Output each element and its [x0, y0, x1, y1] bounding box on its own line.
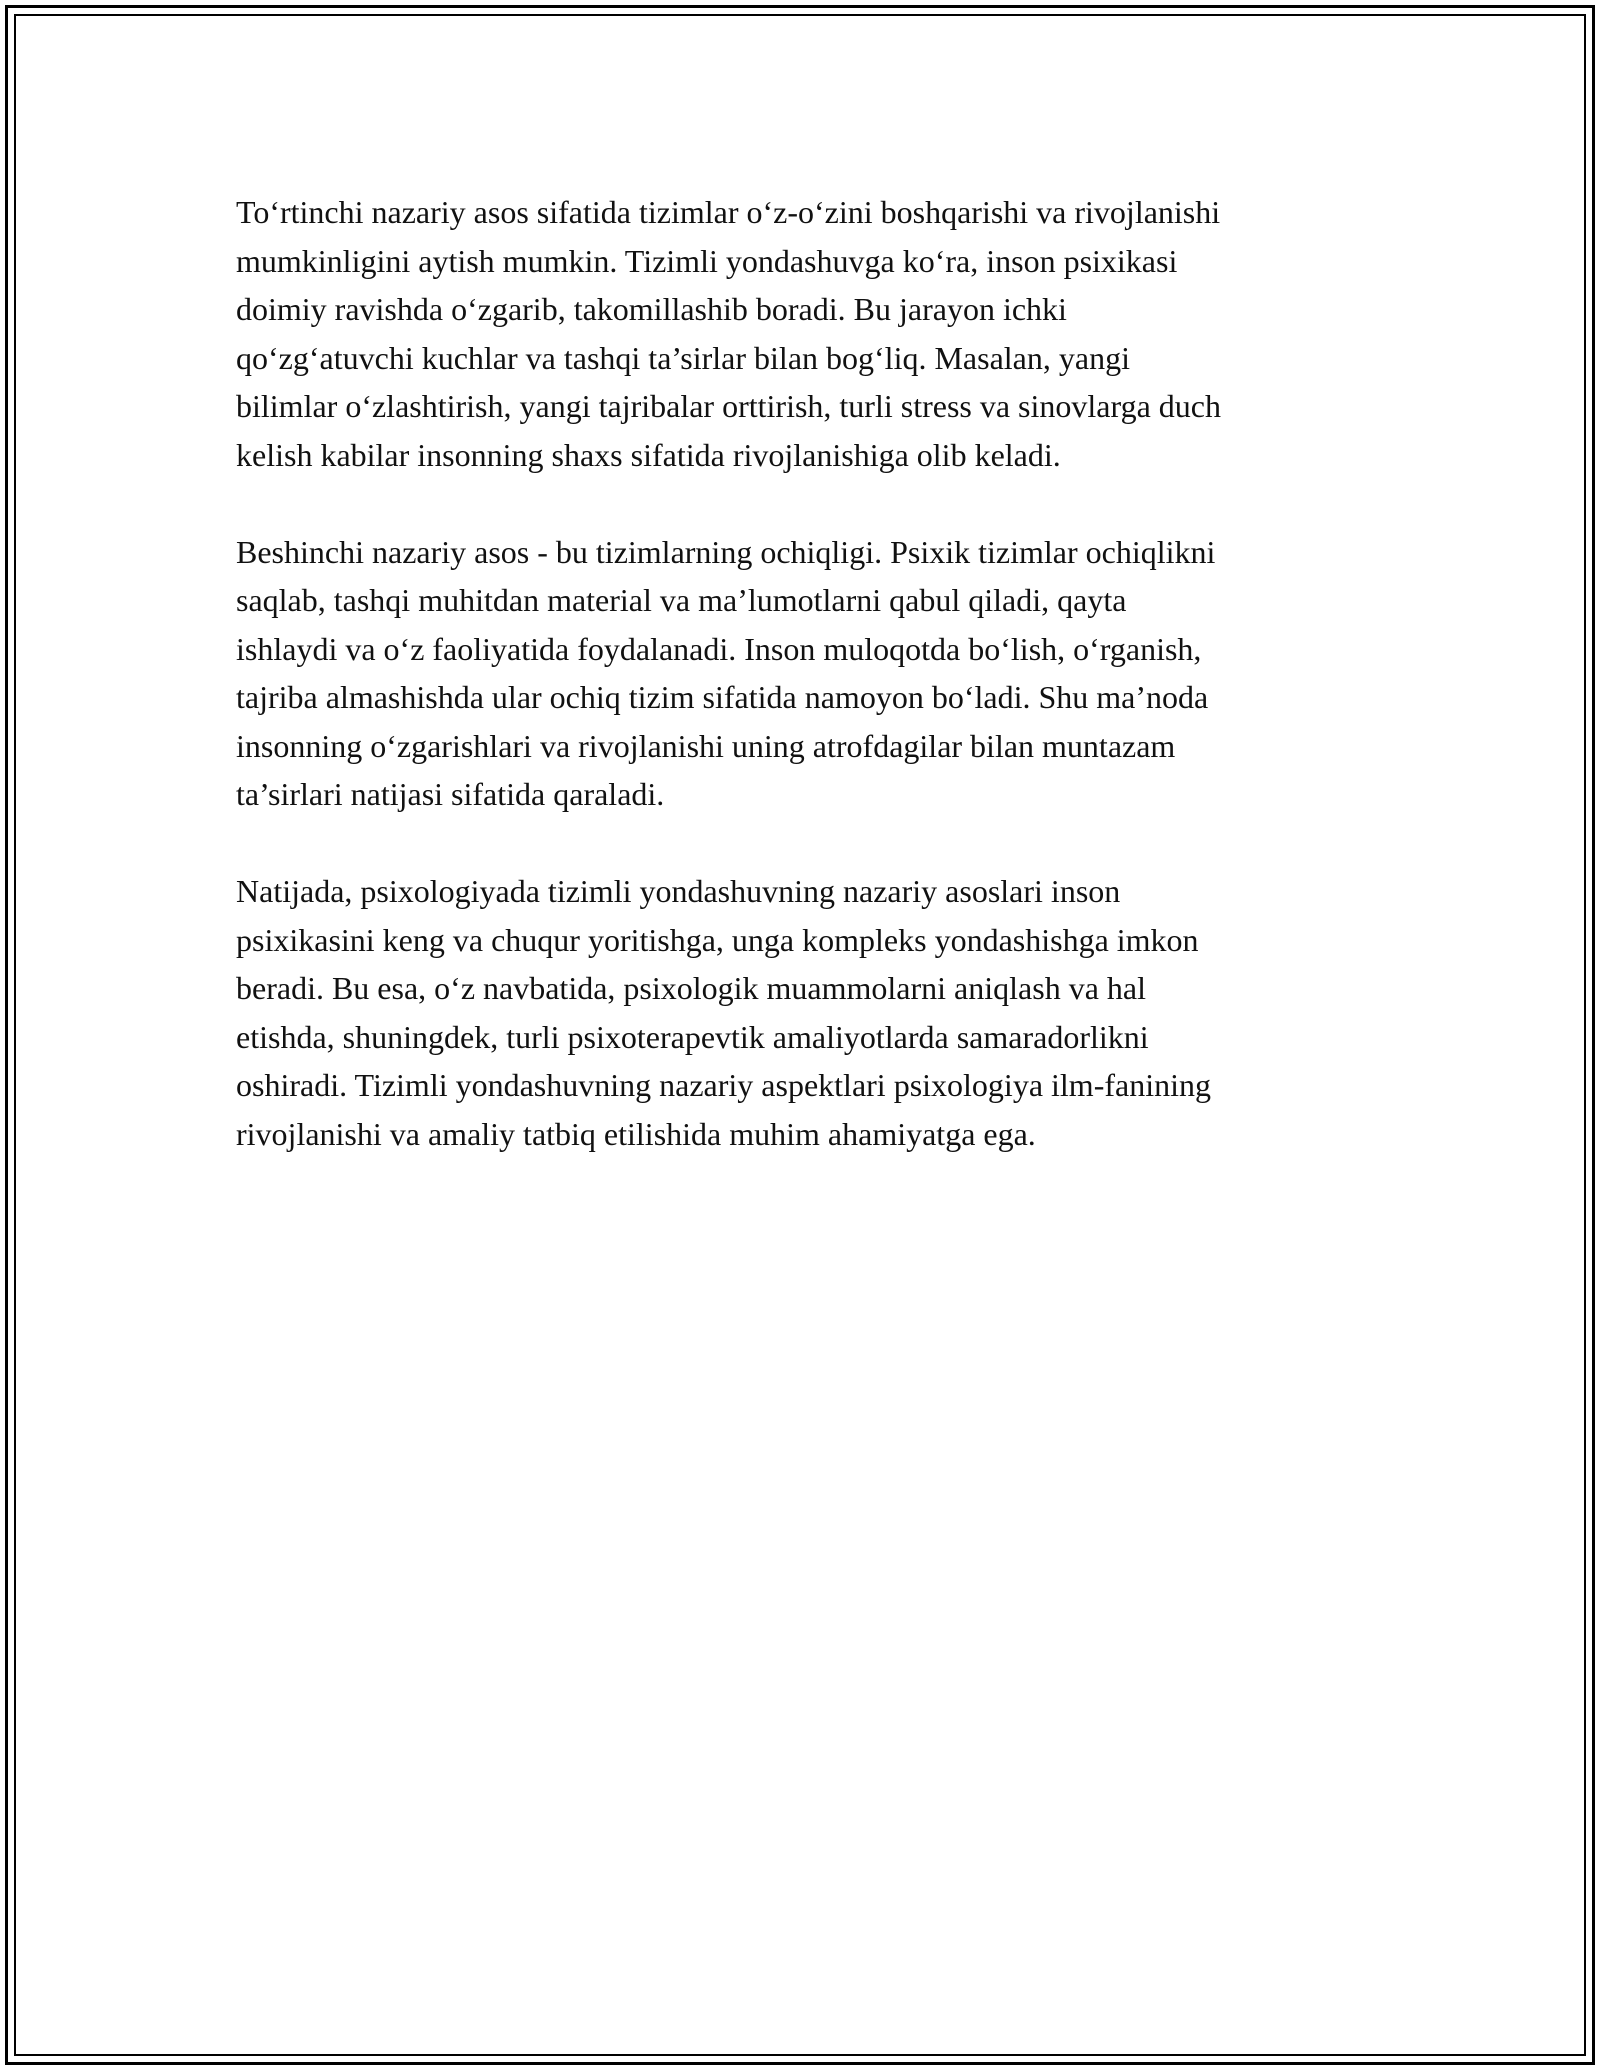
text-line: ishlaydi va o‘z faoliyatida foydalanadi. Inson muloqotda bo‘lish, o‘rganish,	[236, 630, 1202, 667]
paragraph-fifth-principle	[236, 528, 1396, 819]
text-line: mumkinligini aytish mumkin. Tizimli yondashuvga ko‘ra, inson psixikasi	[236, 242, 1178, 279]
text-line: beradi. Bu esa, o‘z navbatida, psixologik muammolarni aniqlash va hal	[236, 970, 1146, 1006]
text-line: doimiy ravishda o‘zgarib, takomillashib boradi. Bu jarayon ichki	[236, 291, 1067, 327]
paragraph-fourth-principle	[236, 188, 1396, 479]
text-line: rivojlanishi va amaliy tatbiq etilishida muhim ahamiyatga ega.	[236, 1115, 1036, 1152]
text-line: ta’sirlari natijasi sifatida qaraladi.	[236, 776, 665, 812]
document-body	[236, 188, 1396, 1207]
text-line: oshiradi. Tizimli yondashuvning nazariy aspektlari psixologiya ilm-fanining	[236, 1067, 1211, 1103]
text-line: etishda, shuningdek, turli psixoterapevtik amaliyotlarda samaradorlikni	[236, 1018, 1149, 1055]
text-line: tajriba almashishda ular ochiq tizim sifatida namoyon bo‘ladi. Shu ma’noda	[236, 679, 1209, 715]
paragraph-conclusion	[236, 867, 1396, 1158]
text-line: psixikasini keng va chuqur yoritishga, unga kompleks yondashishga imkon	[236, 921, 1199, 958]
text-line: bilimlar o‘zlashtirish, yangi tajribalar orttirish, turli stress va sinovlarga duch	[236, 388, 1221, 424]
text-line: Natijada, psixologiyada tizimli yondashuvning nazariy asoslari inson	[236, 873, 1121, 909]
text-line: kelish kabilar insonning shaxs sifatida rivojlanishiga olib keladi.	[236, 436, 1061, 473]
text-line: To‘rtinchi nazariy asos sifatida tizimlar o‘z-o‘zini boshqarishi va rivojlanishi	[236, 194, 1221, 230]
text-line: Beshinchi nazariy asos - bu tizimlarning ochiqligi. Psixik tizimlar ochiqlikni	[236, 533, 1216, 570]
text-line: insonning o‘zgarishlari va rivojlanishi uning atrofdagilar bilan muntazam	[236, 727, 1176, 764]
text-line: saqlab, tashqi muhitdan material va ma’lumotlarni qabul qiladi, qayta	[236, 582, 1127, 618]
text-line: qo‘zg‘atuvchi kuchlar va tashqi ta’sirlar bilan bog‘liq. Masalan, yangi	[236, 339, 1130, 376]
